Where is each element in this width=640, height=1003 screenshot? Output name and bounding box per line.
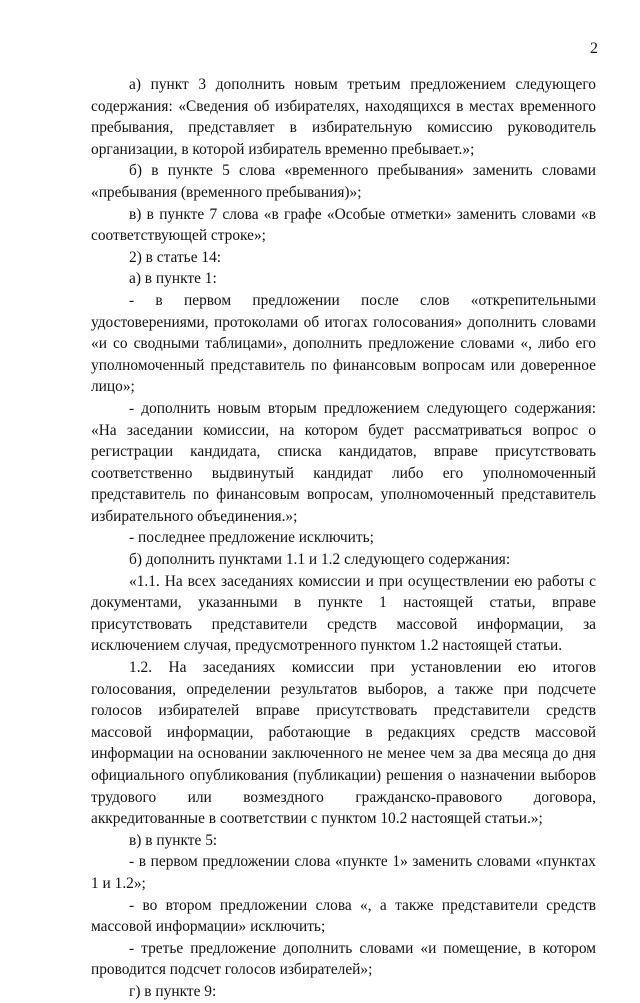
paragraph-add-points: б) дополнить пунктами 1.1 и 1.2 следующего содержания: [129,551,511,569]
paragraph-point-1: а) в пункте 1: [129,270,217,288]
paragraph-point-9: г) в пункте 9: [129,982,217,1000]
paragraph-point-1-2: 1.2. На заседаниях комиссии при установлении ею итогов голосования, определении результатов выборов, а также при подсчете голосов избирателей вправе присутствовать представители средств массовой информации, работающие в редакциях средств массовой информации на основании заключенного не менее чем за два месяца до дня официального опубликования (публикации) решения о назначении выборов трудового или возмездного гражданско-правового договора, аккредитованные в соответствии с пунктом 10.2 настоящей статьи.»; [91,659,596,828]
paragraph-point-5-second: - во втором предложении слова «, а также представители средств массовой информации» исключить; [91,896,596,936]
paragraph-point-5-first: - в первом предложении слова «пункте 1» заменить словами «пунктах 1 и 1.2»; [91,853,596,892]
page-number: 2 [590,40,598,57]
paragraph-point-1-1: «1.1. На всех заседаниях комиссии и при осуществлении ею работы с документами, указанными в пункте 1 настоящей статьи, вправе присутствовать представители средств массовой информации, за исключением случая, предусмотренного пунктом 1.2 настоящей статьи. [91,572,596,655]
paragraph-item-a-point-3: а) пункт 3 дополнить новым третьим предложением следующего содержания: «Сведения об избирателях, находящихся в местах временного пребывания, представляет в избирательную комиссию руководитель организации, в которой избиратель временно пребывает.»; [91,76,596,158]
paragraph-item-v-point-7: в) в пункте 7 слова «в графе «Особые отметки» заменить словами «в соответствующей строке»; [91,205,596,245]
paragraph-second-sentence: - дополнить новым вторым предложением следующего содержания: «На заседании комиссии, на котором будет рассматриваться вопрос о регистрации кандидата, списка кандидатов, вправе присутствовать соответственно выдвинутый кандидат либо его уполномоченный представитель по финансовым вопросам, уполномоченный представитель избирательного объединения.»; [91,399,596,525]
document-body [91,74,596,1003]
paragraph-point-5: в) в пункте 5: [129,831,218,849]
paragraph-point-5-third: - третье предложение дополнить словами «и помещение, в котором проводится подсчет голосов избирателей»; [91,939,596,979]
paragraph-first-sentence: - в первом предложении после слов «открепительными удостоверениями, протоколами об итогах голосования» дополнить словами «и со сводными таблицами», дополнить предложение словами «, либо его уполномоченный представитель по финансовым вопросам или доверенное лицо»; [91,291,596,396]
paragraph-last-sentence: - последнее предложение исключить; [129,529,374,547]
paragraph-item-b-point-5: б) в пункте 5 слова «временного пребывания» заменить словами «пребывания (временного пребывания)»; [91,162,596,201]
paragraph-article-14: 2) в статье 14: [129,248,222,266]
